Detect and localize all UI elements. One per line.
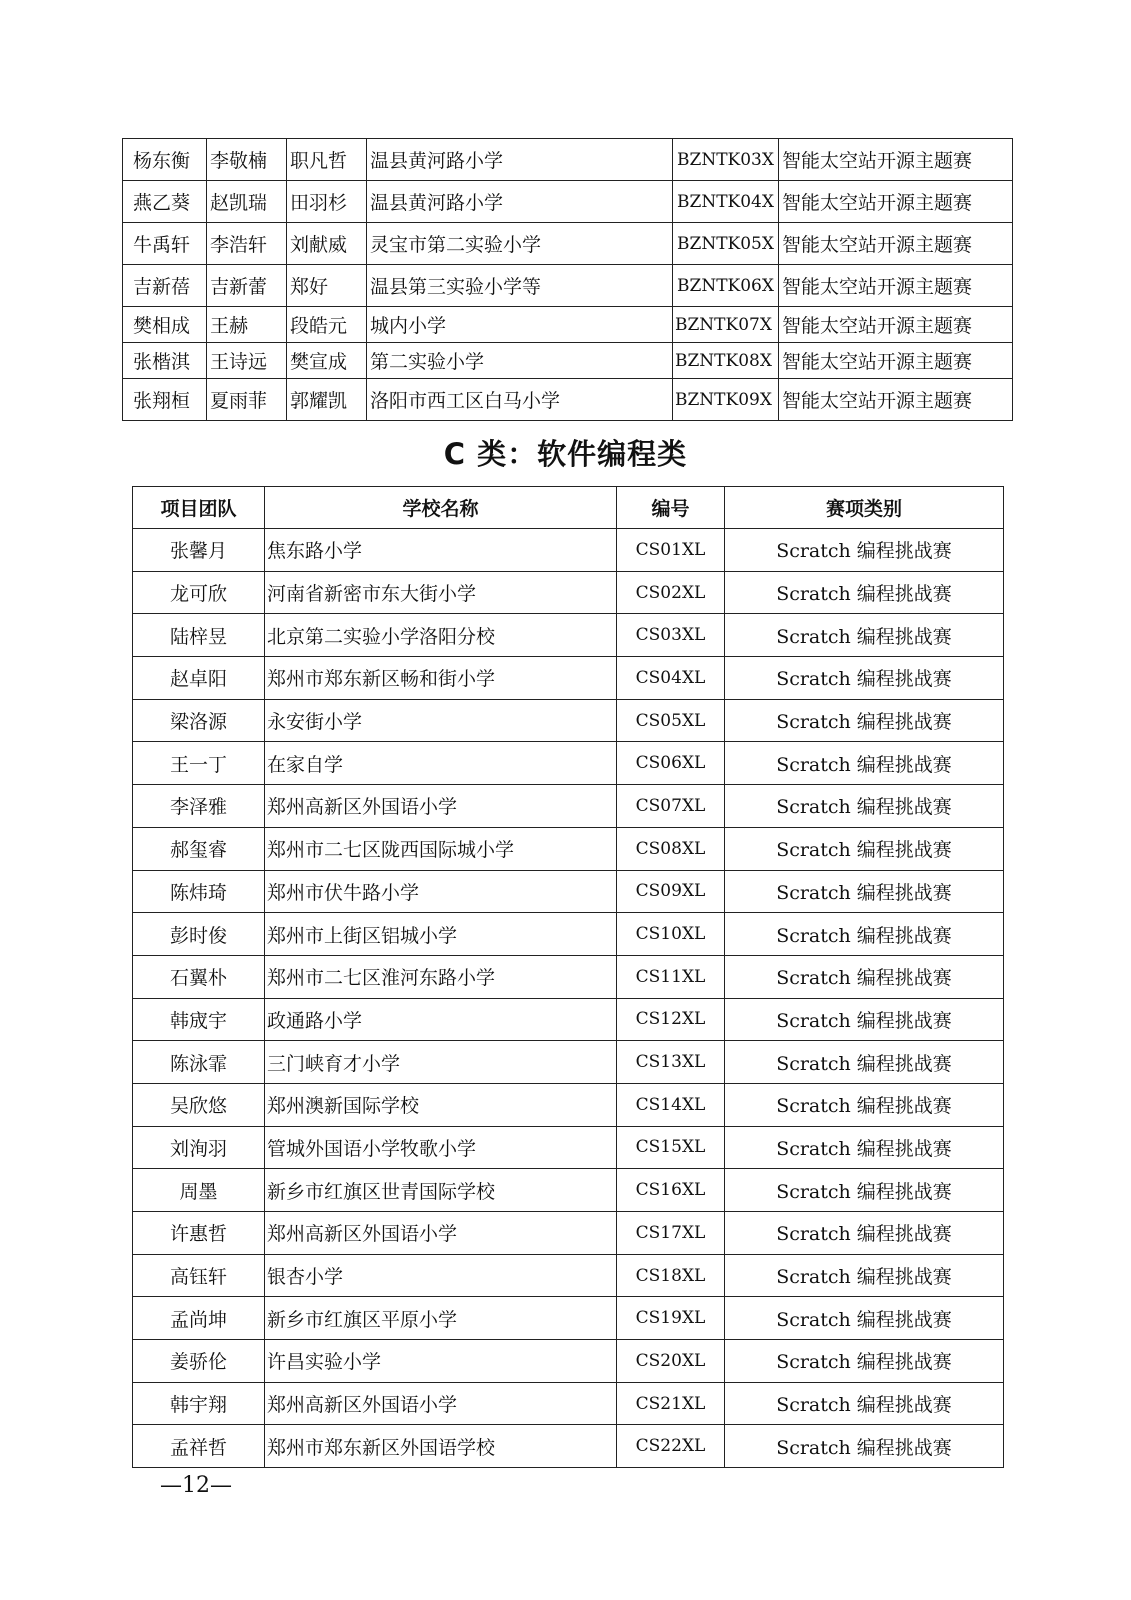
table-row [133, 870, 1004, 913]
school-name: 灵宝市第二实验小学 [367, 223, 673, 265]
member-name: 段皓元 [287, 307, 367, 343]
school-name: 政通路小学 [265, 998, 617, 1041]
table-row [123, 265, 1013, 307]
school-name: 郑州市郑东新区畅和街小学 [265, 657, 617, 700]
member-name: 杨东衡 [123, 139, 207, 181]
entry-code: CS06XL [617, 742, 725, 785]
entry-code: CS03XL [617, 614, 725, 657]
entry-code: CS21XL [617, 1382, 725, 1425]
event-category: Scratch 编程挑战赛 [725, 1340, 1004, 1383]
school-name: 郑州高新区外国语小学 [265, 1212, 617, 1255]
entry-code: CS16XL [617, 1169, 725, 1212]
table-row [133, 913, 1004, 956]
school-name: 郑州市郑东新区外国语学校 [265, 1425, 617, 1468]
school-name: 郑州高新区外国语小学 [265, 1382, 617, 1425]
school-name: 郑州市二七区陇西国际城小学 [265, 827, 617, 870]
team-name: 韩宬宇 [133, 998, 265, 1041]
entry-code: CS11XL [617, 955, 725, 998]
table-row [133, 742, 1004, 785]
event-category: Scratch 编程挑战赛 [725, 657, 1004, 700]
table-row [133, 529, 1004, 572]
team-name: 龙可欣 [133, 571, 265, 614]
header-category: 赛项类别 [725, 487, 1004, 529]
school-name: 温县黄河路小学 [367, 181, 673, 223]
event-category: Scratch 编程挑战赛 [725, 998, 1004, 1041]
member-name: 樊相成 [123, 307, 207, 343]
entry-code: CS15XL [617, 1126, 725, 1169]
table-row [123, 307, 1013, 343]
school-name: 郑州澳新国际学校 [265, 1083, 617, 1126]
header-code: 编号 [617, 487, 725, 529]
member-name: 刘献威 [287, 223, 367, 265]
member-name: 张楷淇 [123, 343, 207, 379]
team-name: 李泽雅 [133, 785, 265, 828]
entry-code: CS08XL [617, 827, 725, 870]
entry-code: CS04XL [617, 657, 725, 700]
section-title: C 类：软件编程类 [443, 437, 688, 471]
team-name: 吴欣悠 [133, 1083, 265, 1126]
event-category: Scratch 编程挑战赛 [725, 1126, 1004, 1169]
school-name: 新乡市红旗区平原小学 [265, 1297, 617, 1340]
school-name: 温县第三实验小学等 [367, 265, 673, 307]
event-category: Scratch 编程挑战赛 [725, 1083, 1004, 1126]
member-name: 牛禹轩 [123, 223, 207, 265]
table-row [123, 223, 1013, 265]
event-category: Scratch 编程挑战赛 [725, 1425, 1004, 1468]
table-row [123, 181, 1013, 223]
table-row [133, 998, 1004, 1041]
member-name: 田羽杉 [287, 181, 367, 223]
team-name: 陈炜琦 [133, 870, 265, 913]
entry-code: BZNTK06X [673, 265, 779, 307]
entry-code: CS17XL [617, 1212, 725, 1255]
entry-code: BZNTK04X [673, 181, 779, 223]
event-category: Scratch 编程挑战赛 [725, 1169, 1004, 1212]
table-row [133, 1083, 1004, 1126]
entry-code: CS14XL [617, 1083, 725, 1126]
team-name: 陆梓昱 [133, 614, 265, 657]
school-name: 郑州市二七区淮河东路小学 [265, 955, 617, 998]
event-category: Scratch 编程挑战赛 [725, 571, 1004, 614]
school-name: 郑州市上街区铝城小学 [265, 913, 617, 956]
entry-code: CS18XL [617, 1254, 725, 1297]
table-row [133, 1340, 1004, 1383]
team-name: 张馨月 [133, 529, 265, 572]
table-row [133, 1425, 1004, 1468]
header-school: 学校名称 [265, 487, 617, 529]
school-name: 河南省新密市东大街小学 [265, 571, 617, 614]
team-name: 高钰轩 [133, 1254, 265, 1297]
table-row [133, 657, 1004, 700]
previous-results-table [122, 138, 1013, 421]
event-category: Scratch 编程挑战赛 [725, 1382, 1004, 1425]
table-row [133, 1126, 1004, 1169]
school-name: 管城外国语小学牧歌小学 [265, 1126, 617, 1169]
entry-code: CS09XL [617, 870, 725, 913]
event-category: Scratch 编程挑战赛 [725, 870, 1004, 913]
member-name: 李浩轩 [207, 223, 287, 265]
entry-code: CS22XL [617, 1425, 725, 1468]
event-category: Scratch 编程挑战赛 [725, 1254, 1004, 1297]
school-name: 银杏小学 [265, 1254, 617, 1297]
event-name: 智能太空站开源主题赛 [779, 307, 1013, 343]
school-name: 在家自学 [265, 742, 617, 785]
member-name: 王赫 [207, 307, 287, 343]
table-row [133, 1212, 1004, 1255]
event-name: 智能太空站开源主题赛 [779, 343, 1013, 379]
event-name: 智能太空站开源主题赛 [779, 139, 1013, 181]
table-row [133, 1297, 1004, 1340]
team-name: 孟祥哲 [133, 1425, 265, 1468]
team-name: 韩宇翔 [133, 1382, 265, 1425]
team-name: 王一丁 [133, 742, 265, 785]
member-name: 夏雨菲 [207, 379, 287, 421]
team-name: 郝玺睿 [133, 827, 265, 870]
entry-code: CS07XL [617, 785, 725, 828]
entry-code: CS20XL [617, 1340, 725, 1383]
event-name: 智能太空站开源主题赛 [779, 181, 1013, 223]
event-category: Scratch 编程挑战赛 [725, 955, 1004, 998]
event-category: Scratch 编程挑战赛 [725, 529, 1004, 572]
team-name: 周墨 [133, 1169, 265, 1212]
table-row [133, 699, 1004, 742]
table-row [133, 1382, 1004, 1425]
event-category: Scratch 编程挑战赛 [725, 785, 1004, 828]
entry-code: BZNTK08X [673, 343, 779, 379]
member-name: 张翔桓 [123, 379, 207, 421]
entry-code: CS01XL [617, 529, 725, 572]
entry-code: BZNTK05X [673, 223, 779, 265]
software-programming-body [133, 529, 1004, 1468]
table-row [123, 139, 1013, 181]
team-name: 陈泳霏 [133, 1041, 265, 1084]
table-row [133, 1041, 1004, 1084]
school-name: 许昌实验小学 [265, 1340, 617, 1383]
page-number: —12— [160, 1473, 232, 1498]
event-category: Scratch 编程挑战赛 [725, 614, 1004, 657]
table-row [133, 785, 1004, 828]
entry-code: BZNTK03X [673, 139, 779, 181]
table-row [133, 571, 1004, 614]
table-header-row [133, 487, 1004, 529]
school-name: 温县黄河路小学 [367, 139, 673, 181]
entry-code: CS19XL [617, 1297, 725, 1340]
table-row [133, 1254, 1004, 1297]
member-name: 燕乙葵 [123, 181, 207, 223]
event-category: Scratch 编程挑战赛 [725, 1212, 1004, 1255]
software-programming-table [132, 486, 1004, 1468]
table-row [133, 955, 1004, 998]
header-team: 项目团队 [133, 487, 265, 529]
event-category: Scratch 编程挑战赛 [725, 742, 1004, 785]
member-name: 李敬楠 [207, 139, 287, 181]
event-category: Scratch 编程挑战赛 [725, 827, 1004, 870]
member-name: 郭耀凯 [287, 379, 367, 421]
event-category: Scratch 编程挑战赛 [725, 699, 1004, 742]
school-name: 焦东路小学 [265, 529, 617, 572]
member-name: 郑好 [287, 265, 367, 307]
school-name: 郑州市伏牛路小学 [265, 870, 617, 913]
event-category: Scratch 编程挑战赛 [725, 1297, 1004, 1340]
entry-code: CS05XL [617, 699, 725, 742]
team-name: 许惠哲 [133, 1212, 265, 1255]
member-name: 赵凯瑞 [207, 181, 287, 223]
previous-results-body [123, 139, 1013, 421]
school-name: 第二实验小学 [367, 343, 673, 379]
team-name: 石翼朴 [133, 955, 265, 998]
school-name: 永安街小学 [265, 699, 617, 742]
event-name: 智能太空站开源主题赛 [779, 379, 1013, 421]
member-name: 王诗远 [207, 343, 287, 379]
team-name: 姜骄伦 [133, 1340, 265, 1383]
team-name: 赵卓阳 [133, 657, 265, 700]
table-row [123, 343, 1013, 379]
event-name: 智能太空站开源主题赛 [779, 265, 1013, 307]
entry-code: BZNTK09X [673, 379, 779, 421]
team-name: 彭时俊 [133, 913, 265, 956]
school-name: 郑州高新区外国语小学 [265, 785, 617, 828]
team-name: 孟尚坤 [133, 1297, 265, 1340]
school-name: 北京第二实验小学洛阳分校 [265, 614, 617, 657]
table-row [133, 1169, 1004, 1212]
school-name: 洛阳市西工区白马小学 [367, 379, 673, 421]
table-row [123, 379, 1013, 421]
member-name: 吉新蓓 [123, 265, 207, 307]
school-name: 三门峡育才小学 [265, 1041, 617, 1084]
event-category: Scratch 编程挑战赛 [725, 913, 1004, 956]
school-name: 新乡市红旗区世青国际学校 [265, 1169, 617, 1212]
entry-code: CS12XL [617, 998, 725, 1041]
event-category: Scratch 编程挑战赛 [725, 1041, 1004, 1084]
member-name: 吉新蕾 [207, 265, 287, 307]
member-name: 樊宣成 [287, 343, 367, 379]
school-name: 城内小学 [367, 307, 673, 343]
member-name: 职凡哲 [287, 139, 367, 181]
table-row [133, 614, 1004, 657]
event-name: 智能太空站开源主题赛 [779, 223, 1013, 265]
team-name: 梁洛源 [133, 699, 265, 742]
entry-code: CS13XL [617, 1041, 725, 1084]
team-name: 刘洵羽 [133, 1126, 265, 1169]
table-row [133, 827, 1004, 870]
entry-code: CS02XL [617, 571, 725, 614]
entry-code: BZNTK07X [673, 307, 779, 343]
entry-code: CS10XL [617, 913, 725, 956]
